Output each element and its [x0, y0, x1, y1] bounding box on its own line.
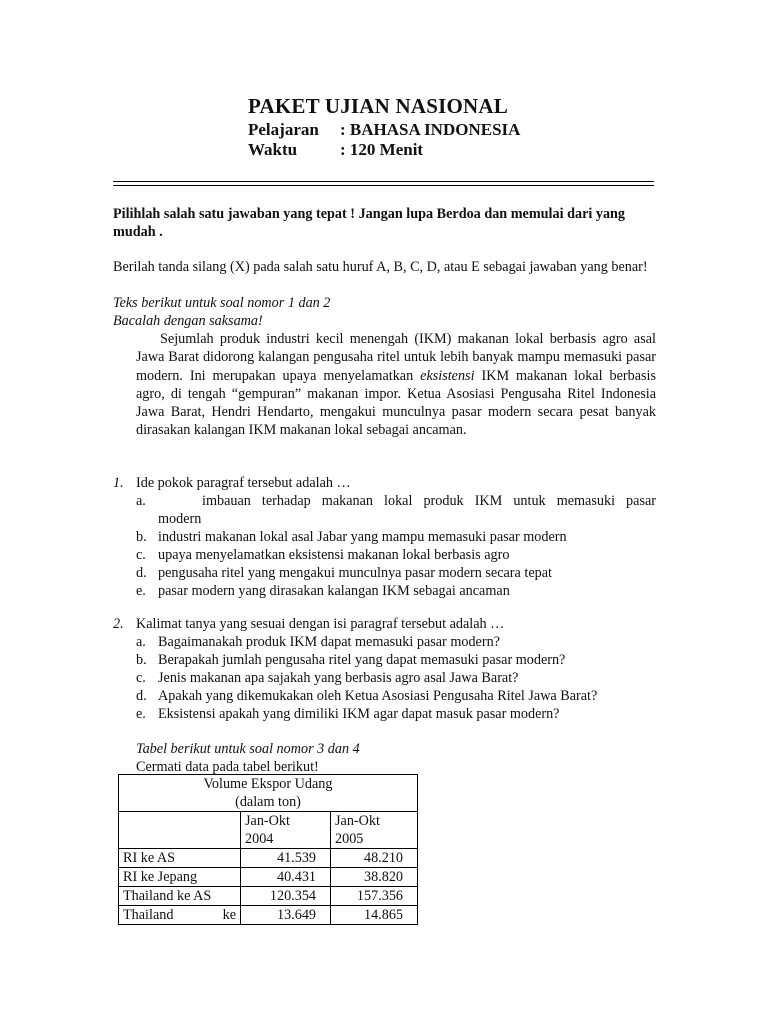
option-text: Jenis makanan apa sajakah yang berbasis agro asal Jawa Barat?	[158, 670, 519, 686]
option-letter: b.	[136, 652, 147, 668]
header-2004	[241, 812, 331, 849]
instruction-line: Berilah tanda silang (X) pada salah satu huruf A, B, C, D, atau E sebagai jawaban yang benar!	[113, 259, 648, 275]
option-text: pasar modern yang dirasakan kalangan IKM sebagai ancaman	[158, 583, 510, 599]
row-label: RI ke Jepang	[119, 868, 241, 887]
question-number: 1.	[113, 475, 124, 491]
subject-value: : BAHASA INDONESIA	[340, 120, 521, 139]
table-reference: Tabel berikut untuk soal nomor 3 dan 4	[136, 741, 360, 757]
option-letter: a.	[136, 634, 146, 650]
option-letter: b.	[136, 529, 147, 545]
option-letter: e.	[136, 706, 146, 722]
option-text: Bagaimanakah produk IKM dapat memasuki pasar modern?	[158, 634, 500, 650]
option-letter: c.	[136, 670, 146, 686]
header-2005-year: 2005	[335, 831, 364, 847]
table-row	[119, 868, 418, 887]
row-value-2005: 48.210	[331, 849, 418, 868]
table-row	[119, 849, 418, 868]
row-value-2005: 157.356	[331, 887, 418, 906]
page-title: PAKET UJIAN NASIONAL	[248, 94, 508, 118]
row-label: RI ke AS	[119, 849, 241, 868]
row-value-2004: 41.539	[241, 849, 331, 868]
table-row	[119, 906, 418, 925]
option-text-continued: modern	[158, 511, 202, 527]
time-value: : 120 Menit	[340, 140, 424, 159]
option-text: imbauan terhadap makanan lokal produk IKM untuk memasuki pasar	[202, 493, 656, 509]
option-text: Berapakah jumlah pengusaha ritel yang dapat memasuki pasar modern?	[158, 652, 566, 668]
row-label-suffix: ke	[222, 907, 236, 923]
option-text: upaya menyelamatkan eksistensi makanan lokal berbasis agro	[158, 547, 510, 563]
row-label-cell	[119, 906, 241, 925]
subject-label: Pelajaran	[248, 120, 319, 139]
table-header-row	[119, 812, 418, 849]
option-text: Apakah yang dikemukakan oleh Ketua Asosiasi Pengusaha Ritel Jawa Barat?	[158, 688, 598, 704]
table-caption	[119, 775, 418, 812]
option-text: pengusaha ritel yang mengakui munculnya pasar modern secara tepat	[158, 565, 552, 581]
option-letter: c.	[136, 547, 146, 563]
caption-unit: (dalam ton)	[235, 794, 301, 810]
question-text: Kalimat tanya yang sesuai dengan isi paragraf tersebut adalah …	[136, 616, 505, 632]
header-empty-cell	[119, 812, 241, 849]
table-caption-row	[119, 775, 418, 812]
row-value-2005: 38.820	[331, 868, 418, 887]
option-text: industri makanan lokal asal Jabar yang mampu memasuki pasar modern	[158, 529, 567, 545]
header-2005	[331, 812, 418, 849]
header-2004-period: Jan-Okt	[245, 813, 290, 829]
row-value-2004: 13.649	[241, 906, 331, 925]
option-letter: d.	[136, 565, 147, 581]
question-number: 2.	[113, 616, 124, 632]
text-reference: Teks berikut untuk soal nomor 1 dan 2	[113, 295, 331, 311]
row-label: Thailand	[123, 907, 174, 923]
row-value-2004: 120.354	[241, 887, 331, 906]
header-divider-top	[113, 181, 654, 182]
option-letter: e.	[136, 583, 146, 599]
time-label: Waktu	[248, 140, 298, 159]
bold-instruction: Pilihlah salah satu jawaban yang tepat ! Jangan lupa Berdoa dan memulai dari yang mudah .	[113, 206, 626, 240]
header-2004-year: 2004	[245, 831, 274, 847]
question-text: Ide pokok paragraf tersebut adalah …	[136, 475, 351, 491]
q1-option-a[interactable]	[136, 492, 656, 528]
header-divider-bottom	[113, 185, 654, 186]
passage-part-1: Sejumlah produk industri kecil menengah (IKM) makanan lokal berbasis agro asal Jawa Barat didorong kalangan pengusaha ritel untuk lebih banyak mampu memasuki pasar modern. Ini merupakan upaya menyelamatkan	[136, 331, 656, 384]
row-value-2004: 40.431	[241, 868, 331, 887]
read-instruction: Bacalah dengan saksama!	[113, 313, 263, 329]
caption-title: Volume Ekspor Udang	[203, 776, 333, 792]
table-row	[119, 887, 418, 906]
reading-passage	[136, 330, 656, 440]
table-intro: Cermati data pada tabel berikut!	[136, 759, 319, 775]
row-label: Thailand ke AS	[119, 887, 241, 906]
passage-italic-word: eksistensi	[420, 367, 475, 384]
option-text: Eksistensi apakah yang dimiliki IKM agar dapat masuk pasar modern?	[158, 706, 560, 722]
export-volume-table	[118, 774, 418, 925]
row-value-2005: 14.865	[331, 906, 418, 925]
passage-part-2: IKM makanan lokal berbasis agro, di tengah “gempuran” makanan impor. Ketua Asosiasi Pengusaha Ritel Indonesia Jawa Barat, Hendri Hendarto, mengakui munculnya pasar modern secara pesat banyak dirasakan kalangan IKM makanan lokal sebagai ancaman.	[136, 367, 656, 439]
option-letter: d.	[136, 688, 147, 704]
option-letter: a.	[136, 493, 146, 509]
header-2005-period: Jan-Okt	[335, 813, 380, 829]
